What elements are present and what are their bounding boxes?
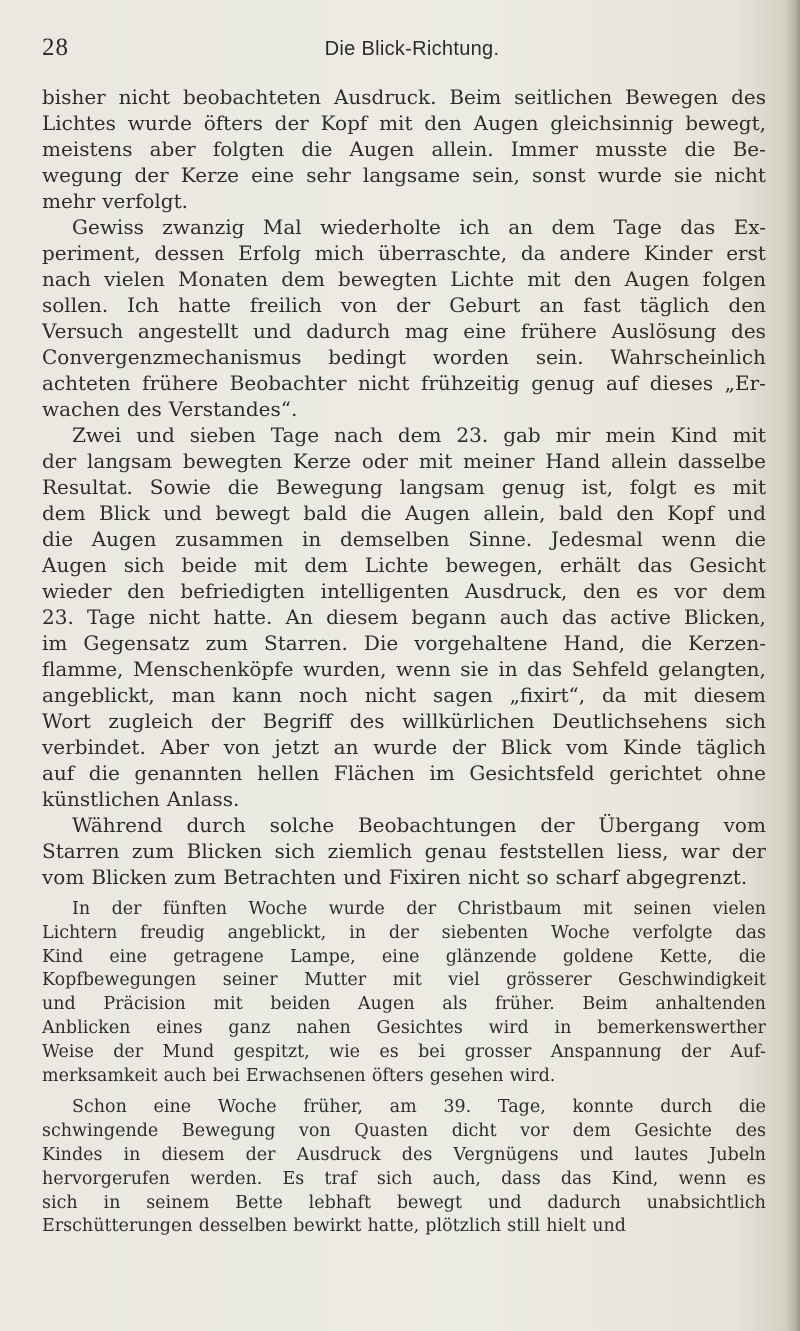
- text-line: hervorgerufen werden. Es traf sich auch, dass das Kind, wenn es: [42, 1168, 766, 1189]
- page-number: 28: [42, 34, 69, 61]
- body-text: [42, 84, 766, 1239]
- text-line: wieder den befriedigten intelligenten Ausdruck, den es vor dem: [42, 579, 766, 603]
- text-line: nach vielen Monaten dem bewegten Lichte mit den Augen folgen: [42, 267, 766, 291]
- text-line: sollen. Ich hatte freilich von der Geburt an fast täglich den: [42, 293, 766, 317]
- text-line: und Präcision mit beiden Augen als früher. Beim anhaltenden: [42, 994, 766, 1015]
- paragraph: [42, 214, 766, 422]
- text-line: schwingende Bewegung von Quasten dicht vor dem Gesichte des: [42, 1121, 766, 1142]
- text-line: Resultat. Sowie die Bewegung langsam genug ist, folgt es mit: [42, 475, 766, 499]
- paragraph: [42, 898, 766, 1088]
- text-line: Kopfbewegungen seiner Mutter mit viel grösserer Geschwindigkeit: [42, 970, 766, 991]
- text-line: die Augen zusammen in demselben Sinne. Jedesmal wenn die: [42, 527, 766, 551]
- text-line: bisher nicht beobachteten Ausdruck. Beim seitlichen Bewegen des: [42, 85, 766, 109]
- text-line: vom Blicken zum Betrachten und Fixiren nicht so scharf abgegrenzt.: [42, 865, 748, 889]
- text-line: sich in seinem Bette lebhaft bewegt und dadurch unabsichtlich: [42, 1192, 766, 1213]
- paragraph: [42, 1096, 766, 1239]
- text-line: verbindet. Aber von jetzt an wurde der Blick vom Kinde täglich: [42, 735, 766, 759]
- text-line: Wort zugleich der Begriff des willkürlichen Deutlichsehens sich: [42, 709, 766, 733]
- text-line: künstlichen Anlass.: [42, 787, 240, 811]
- text-line: mehr verfolgt.: [42, 189, 188, 213]
- text-line: 23. Tage nicht hatte. An diesem begann auch das active Blicken,: [42, 605, 766, 629]
- page-header: [42, 34, 782, 64]
- text-line: achteten frühere Beobachter nicht frühzeitig genug auf dieses „Er-: [42, 371, 766, 395]
- text-line: im Gegensatz zum Starren. Die vorgehaltene Hand, die Kerzen-: [42, 631, 766, 655]
- text-line: Starren zum Blicken sich ziemlich genau feststellen liess, war der: [42, 839, 766, 863]
- text-line: In der fünften Woche wurde der Christbaum mit seinen vielen: [72, 899, 766, 919]
- text-line: wegung der Kerze eine sehr langsame sein, sonst wurde sie nicht: [42, 163, 766, 187]
- text-line: der langsam bewegten Kerze oder mit meiner Hand allein dasselbe: [42, 449, 766, 473]
- text-line: Während durch solche Beobachtungen der Übergang vom: [72, 813, 766, 837]
- text-line: Kind eine getragene Lampe, eine glänzende goldene Kette, die: [42, 946, 766, 967]
- text-line: auf die genannten hellen Flächen im Gesichtsfeld gerichtet ohne: [42, 761, 766, 785]
- text-line: Convergenzmechanismus bedingt worden sein. Wahrscheinlich: [42, 345, 766, 369]
- text-line: Lichtern freudig angeblickt, in der siebenten Woche verfolgte das: [42, 922, 766, 943]
- text-line: flamme, Menschenköpfe wurden, wenn sie in das Sehfeld gelangten,: [42, 657, 766, 681]
- text-line: merksamkeit auch bei Erwachsenen öfters gesehen wird.: [42, 1065, 556, 1086]
- text-line: Zwei und sieben Tage nach dem 23. gab mir mein Kind mit: [72, 423, 766, 447]
- page-edge-shadow: [786, 0, 800, 1331]
- text-line: Augen sich beide mit dem Lichte bewegen, erhält das Gesicht: [42, 553, 766, 577]
- paragraph: [42, 422, 766, 812]
- text-line: angeblickt, man kann noch nicht sagen „fixirt“, da mit diesem: [42, 683, 766, 707]
- text-line: Anblicken eines ganz nahen Gesichtes wird in bemerkenswerther: [42, 1017, 766, 1038]
- text-line: dem Blick und bewegt bald die Augen allein, bald den Kopf und: [42, 501, 766, 525]
- text-line: Lichtes wurde öfters der Kopf mit den Augen gleichsinnig bewegt,: [42, 111, 766, 135]
- text-line: wachen des Verstandes“.: [42, 397, 298, 421]
- text-line: meistens aber folgten die Augen allein. Immer musste die Be-: [42, 137, 766, 161]
- text-line: Schon eine Woche früher, am 39. Tage, konnte durch die: [72, 1097, 766, 1118]
- text-line: Gewiss zwanzig Mal wiederholte ich an dem Tage das Ex-: [72, 215, 766, 239]
- running-title: Die Blick-Richtung.: [324, 38, 500, 60]
- paragraph: [42, 84, 766, 214]
- text-line: Kindes in diesem der Ausdruck des Vergnügens und lautes Jubeln: [42, 1144, 766, 1165]
- text-line: Erschütterungen desselben bewirkt hatte, plötzlich still hielt und: [42, 1216, 626, 1237]
- text-line: periment, dessen Erfolg mich überraschte, da andere Kinder erst: [42, 241, 766, 265]
- text-line: Versuch angestellt und dadurch mag eine frühere Auslösung des: [42, 319, 766, 343]
- paragraph: [42, 812, 766, 890]
- text-line: Weise der Mund gespitzt, wie es bei grosser Anspannung der Auf-: [42, 1041, 766, 1062]
